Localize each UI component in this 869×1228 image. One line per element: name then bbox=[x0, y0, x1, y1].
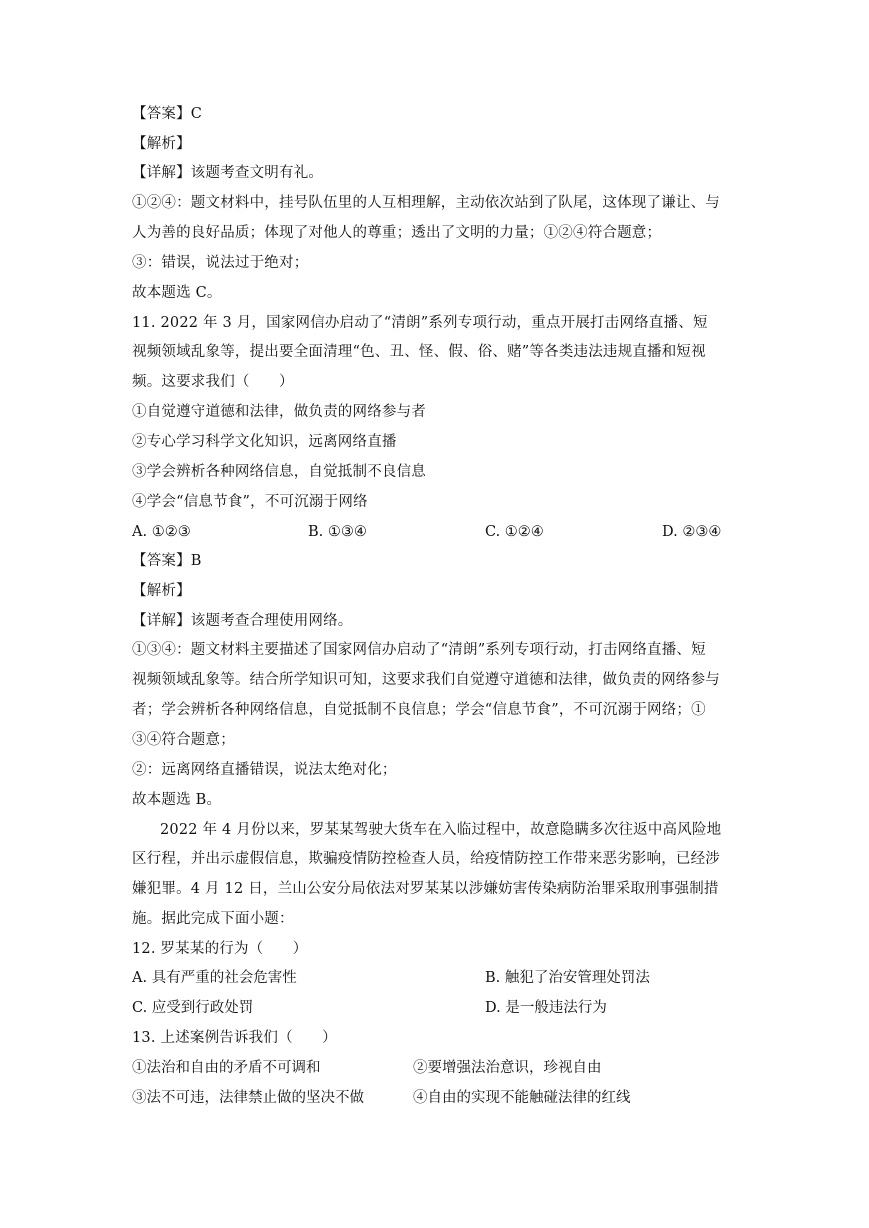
explanation-line: ①②④：题文材料中，挂号队伍里的人互相理解，主动依次站到了队尾，这体现了谦让、与 bbox=[132, 195, 720, 211]
case-material-line: 施。据此完成下面小题： bbox=[132, 911, 294, 927]
question-11-stem: 11. 2022 年 3 月，国家网信办启动了“清朗”系列专项行动，重点开展打击网络直播、短 bbox=[132, 315, 708, 331]
question-13-item: ②要增强法治意识，珍视自由 bbox=[413, 1060, 602, 1076]
case-material-line: 2022 年 4 月份以来，罗某某驾驶大货车在入临过程中，故意隐瞒多次往返中高风险地 bbox=[160, 822, 722, 838]
explanation-line: 者；学会辨析各种网络信息，自觉抵制不良信息；学会“信息节食”，不可沉溺于网络；① bbox=[132, 702, 706, 718]
detail-label: 【详解】该题考查文明有礼。 bbox=[132, 165, 324, 181]
explanation-line: ③④符合题意； bbox=[132, 732, 235, 748]
explanation-line: 视频领域乱象等。结合所学知识可知，这要求我们自觉遵守道德和法律，做负责的网络参与 bbox=[132, 672, 720, 688]
case-material-line: 嫌犯罪。4 月 12 日，兰山公安分局依法对罗某某以涉嫌妨害传染病防治罪采取刑事强制措 bbox=[132, 881, 719, 897]
question-11-option-b: B. ①③④ bbox=[308, 524, 367, 540]
explanation-line: ①③④：题文材料主要描述了国家网信办启动了“清朗”系列专项行动，打击网络直播、短 bbox=[132, 642, 706, 658]
question-11-item: ②专心学习科学文化知识，远离网络直播 bbox=[132, 434, 397, 450]
conclusion-line: 故本题选 B。 bbox=[132, 792, 222, 808]
conclusion-line: 故本题选 C。 bbox=[132, 285, 222, 301]
question-11-option-a: A. ①②③ bbox=[132, 524, 191, 540]
question-11-item: ③学会辨析各种网络信息，自觉抵制不良信息 bbox=[132, 464, 426, 480]
analysis-label: 【解析】 bbox=[132, 583, 191, 599]
explanation-line: ③：错误，说法过于绝对； bbox=[132, 255, 309, 271]
answer-label: 【答案】B bbox=[132, 553, 202, 569]
analysis-label: 【解析】 bbox=[132, 136, 191, 152]
question-12-option-b: B. 触犯了治安管理处罚法 bbox=[485, 970, 650, 986]
question-11-stem: 频。这要求我们（ ） bbox=[132, 374, 294, 390]
question-12-option-d: D. 是一般违法行为 bbox=[485, 1000, 607, 1016]
question-11-stem: 视频领域乱象等，提出要全面清理“色、丑、怪、假、俗、赌”等各类违法违规直播和短视 bbox=[132, 344, 706, 360]
question-12-stem: 12. 罗某某的行为（ ） bbox=[132, 941, 308, 957]
question-11-item: ④学会“信息节食”，不可沉溺于网络 bbox=[132, 494, 368, 510]
explanation-line: ②：远离网络直播错误，说法太绝对化； bbox=[132, 762, 397, 778]
question-13-item: ①法治和自由的矛盾不可调和 bbox=[132, 1060, 321, 1076]
question-13-stem: 13. 上述案例告诉我们（ ） bbox=[132, 1030, 337, 1046]
explanation-line: 人为善的良好品质；体现了对他人的尊重；透出了文明的力量；①②④符合题意； bbox=[132, 225, 662, 241]
question-13-item: ③法不可违，法律禁止做的坚决不做 bbox=[132, 1090, 364, 1106]
question-12-option-c: C. 应受到行政处罚 bbox=[132, 1000, 254, 1016]
question-11-item: ①自觉遵守道德和法律，做负责的网络参与者 bbox=[132, 404, 426, 420]
case-material-line: 区行程，并出示虚假信息，欺骗疫情防控检查人员，给疫情防控工作带来恶劣影响，已经涉 bbox=[132, 851, 720, 867]
question-12-option-a: A. 具有严重的社会危害性 bbox=[132, 970, 297, 986]
question-11-option-c: C. ①②④ bbox=[485, 524, 544, 540]
answer-label: 【答案】C bbox=[132, 106, 203, 122]
detail-label: 【详解】该题考查合理使用网络。 bbox=[132, 613, 353, 629]
question-13-item: ④自由的实现不能触碰法律的红线 bbox=[413, 1090, 631, 1106]
question-11-option-d: D. ②③④ bbox=[662, 524, 722, 540]
